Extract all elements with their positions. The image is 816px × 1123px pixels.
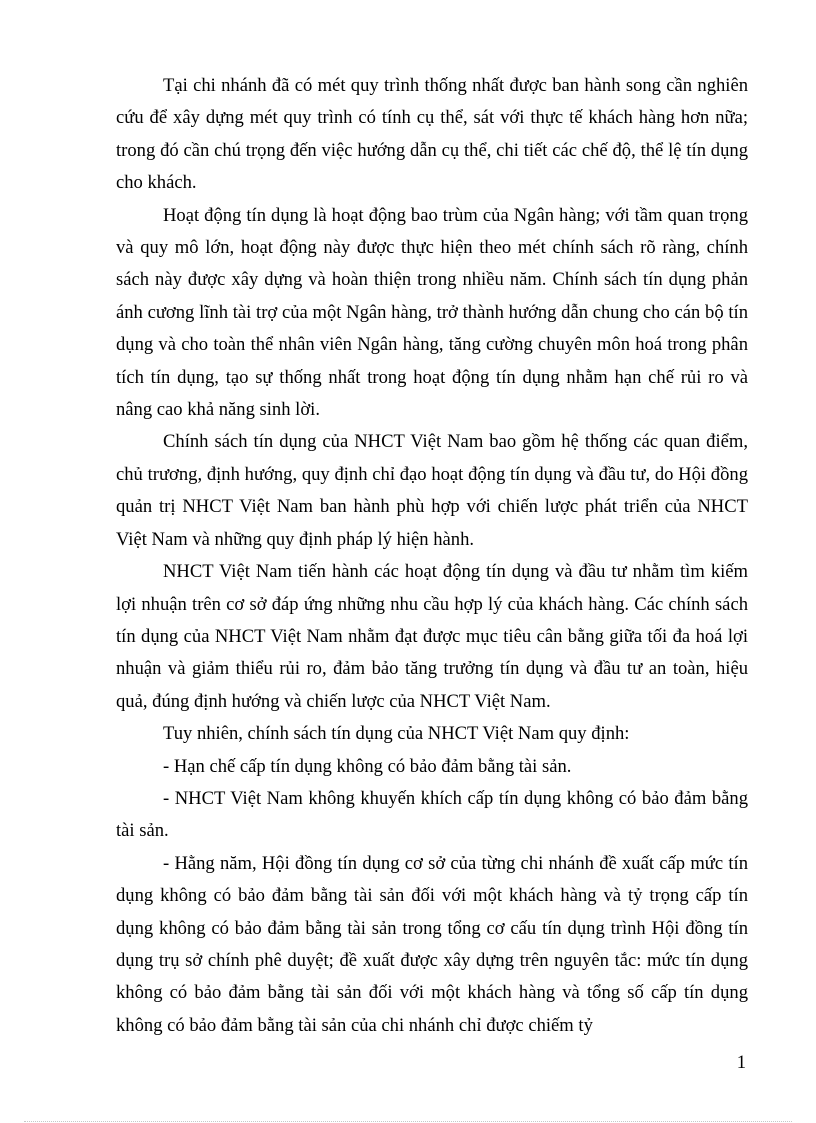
paragraph-5: Tuy nhiên, chính sách tín dụng của NHCT Việt Nam quy định:	[163, 723, 630, 745]
body-text	[116, 70, 748, 1042]
list-item-3: - Hằng năm, Hội đồng tín dụng cơ sở của từng chi nhánh đề xuất cấp mức tín dụng không có bảo đảm bằng tài sản đối với một khách hàng và tỷ trọng cấp tín dụng không có bảo đảm bằng tài sản trong tổng cơ cấu tín dụng trình Hội đồng tín dụng trụ sở chính phê duyệt; đề xuất được xây dựng trên nguyên tắc: mức tín dụng không có bảo đảm bằng tài sản đối với một khách hàng và tổng số cấp tín dụng không có bảo đảm bằng tài sản của chi nhánh chỉ được chiếm tỷ	[116, 852, 748, 1036]
paragraph-3: Chính sách tín dụng của NHCT Việt Nam bao gồm hệ thống các quan điểm, chủ trương, định hướng, quy định chỉ đạo hoạt động tín dụng và đầu tư, do Hội đồng quản trị NHCT Việt Nam ban hành phù hợp với chiến lược phát triển của NHCT Việt Nam và những quy định pháp lý hiện hành.	[116, 431, 748, 550]
paragraph-2: Hoạt động tín dụng là hoạt động bao trùm của Ngân hàng; với tầm quan trọng và quy mô lớn, hoạt động này được thực hiện theo mét chính sách rõ ràng, chính sách này được xây dựng và hoàn thiện trong nhiều năm. Chính sách tín dụng phản ánh cương lĩnh tài trợ của một Ngân hàng, trở thành hướng dẫn chung cho cán bộ tín dụng và cho toàn thể nhân viên Ngân hàng, tăng cường chuyên môn hoá trong phân tích tín dụng, tạo sự thống nhất trong hoạt động tín dụng nhằm hạn chế rủi ro và nâng cao khả năng sinh lời.	[116, 204, 748, 421]
list-item-2: - NHCT Việt Nam không khuyến khích cấp tín dụng không có bảo đảm bằng tài sản.	[116, 787, 748, 842]
page-number: 1	[736, 1052, 746, 1073]
paragraph-4: NHCT Việt Nam tiến hành các hoạt động tín dụng và đầu tư nhằm tìm kiếm lợi nhuận trên cơ sở đáp ứng những nhu cầu hợp lý của khách hàng. Các chính sách tín dụng của NHCT Việt Nam nhằm đạt được mục tiêu cân bằng giữa tối đa hoá lợi nhuận và giảm thiểu rủi ro, đảm bảo tăng trưởng tín dụng và đầu tư an toàn, hiệu quả, đúng định hướng và chiến lược của NHCT Việt Nam.	[116, 561, 748, 712]
paragraph-1: Tại chi nhánh đã có mét quy trình thống nhất được ban hành song cần nghiên cứu để xây dựng mét quy trình có tính cụ thể, sát với thực tế khách hàng hơn nữa; trong đó cần chú trọng đến việc hướng dẫn cụ thể, chi tiết các chế độ, thể lệ tín dụng cho khách.	[116, 75, 748, 194]
list-item-1: - Hạn chế cấp tín dụng không có bảo đảm bằng tài sản.	[163, 755, 572, 777]
footer-divider	[24, 1121, 792, 1122]
